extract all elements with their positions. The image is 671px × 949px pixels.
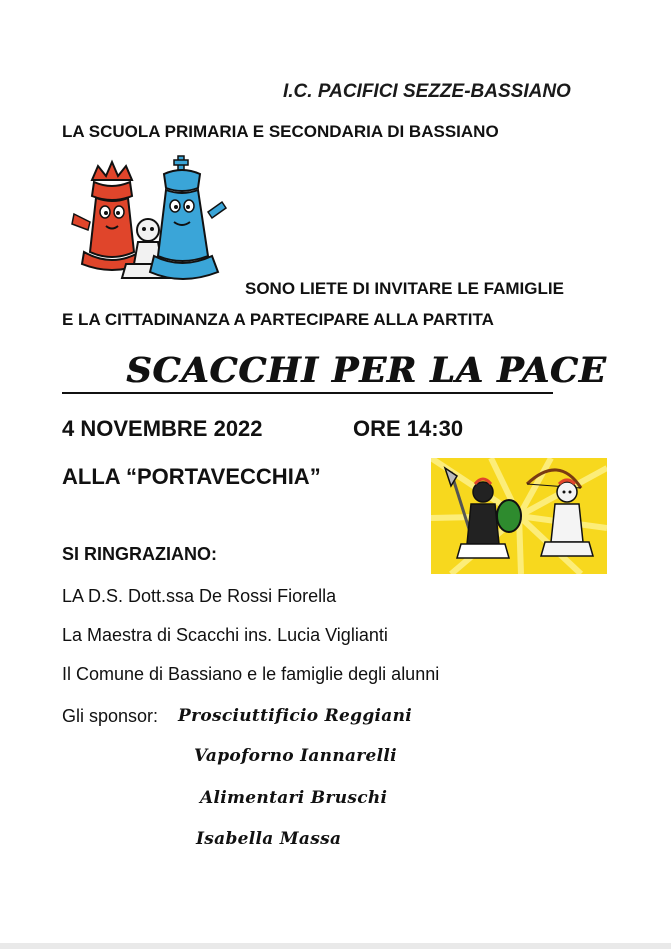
event-date: 4 NOVEMBRE 2022 xyxy=(62,416,263,441)
sponsor-label: Gli sponsor: xyxy=(62,706,159,726)
sponsor-name: Vapoforno Iannarelli xyxy=(194,746,397,766)
thanks-item: La Maestra di Scacchi ins. Lucia Viglianti xyxy=(62,625,388,645)
sponsor-name: Isabella Massa xyxy=(196,829,342,849)
title-underline xyxy=(62,392,553,394)
invite-line-2: E LA CITTADINANZA A PARTECIPARE ALLA PARTITA xyxy=(62,310,494,329)
school-name: I.C. PACIFICI SEZZE-BASSIANO xyxy=(283,81,571,102)
chess-knights-illustration xyxy=(431,458,607,574)
invite-line-1: SONO LIETE DI INVITARE LE FAMIGLIE xyxy=(245,279,564,298)
thanks-item: Il Comune di Bassiano e le famiglie degli alunni xyxy=(62,664,440,684)
school-subtitle: LA SCUOLA PRIMARIA E SECONDARIA DI BASSIANO xyxy=(62,122,499,141)
page-bottom-edge xyxy=(0,943,671,949)
event-title: SCACCHI PER LA PACE xyxy=(126,350,607,391)
sponsor-name: Alimentari Bruschi xyxy=(200,788,388,808)
thanks-item: LA D.S. Dott.ssa De Rossi Fiorella xyxy=(62,586,337,606)
event-place: ALLA “PORTAVECCHIA” xyxy=(62,464,321,489)
thanks-heading: SI RINGRAZIANO: xyxy=(62,544,217,564)
chess-pieces-illustration xyxy=(62,152,242,292)
event-time: ORE 14:30 xyxy=(353,416,464,441)
sponsor-name: Prosciuttificio Reggiani xyxy=(178,706,413,726)
